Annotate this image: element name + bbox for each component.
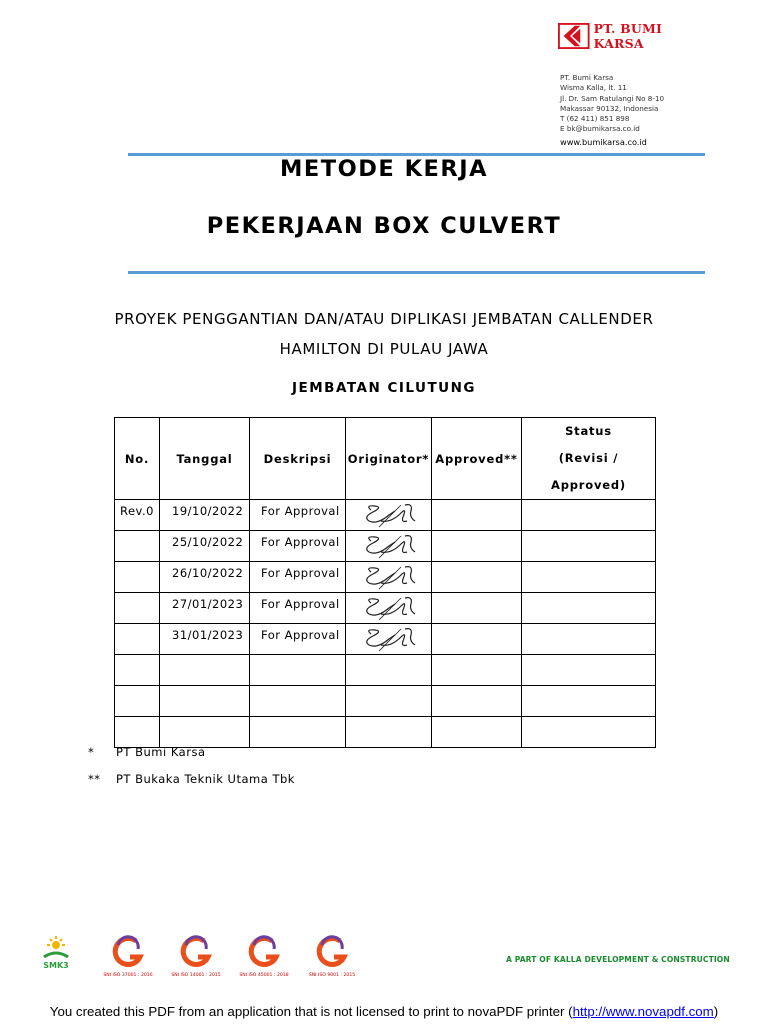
cell-status: [522, 500, 656, 531]
novapdf-link[interactable]: http://www.novapdf.com: [572, 1004, 714, 1019]
header-status-label: Status: [565, 424, 612, 438]
table-row: [115, 500, 656, 531]
cell-no-text: [115, 717, 159, 721]
project-name-line2: HAMILTON DI PULAU JAWA: [279, 340, 489, 358]
cell-tanggal-text: [160, 686, 249, 690]
sni-logo-2: [166, 935, 226, 980]
cell-deskripsi: [250, 655, 346, 686]
cell-deskripsi-text: For Approval: [261, 535, 340, 549]
cell-no: [115, 531, 160, 562]
cell-status: [522, 655, 656, 686]
cell-no: [115, 717, 160, 748]
document-title: METODE KERJA: [279, 156, 489, 182]
cell-approved: [432, 500, 522, 531]
cell-originator: [346, 655, 432, 686]
cell-approved: [432, 593, 522, 624]
footnote-originator: [88, 745, 295, 772]
cell-tanggal: [160, 686, 250, 717]
bridge-name: JEMBATAN CILUTUNG: [291, 380, 477, 396]
cell-deskripsi-text: For Approval: [261, 597, 340, 611]
cell-deskripsi-text: For Approval: [261, 628, 340, 642]
cell-tanggal-text: 19/10/2022: [172, 504, 244, 518]
company-address: [560, 73, 664, 147]
cell-status: [522, 593, 656, 624]
cell-deskripsi: [250, 593, 346, 624]
cell-tanggal: [160, 717, 250, 748]
cell-originator: [346, 531, 432, 562]
cell-deskripsi: [250, 686, 346, 717]
cell-no-text: [115, 686, 159, 690]
cell-tanggal: [160, 624, 250, 655]
cert-caption: SNI ISO 9001 : 2015: [308, 973, 356, 978]
bumi-karsa-logo-icon: [558, 22, 590, 50]
signature-icon: [361, 501, 419, 528]
cell-tanggal-text: 27/01/2023: [172, 597, 244, 611]
cell-no-text: Rev.0: [120, 504, 154, 518]
cell-no: [115, 655, 160, 686]
signature-icon: [361, 625, 419, 652]
footnote-text: PT Bukaka Teknik Utama Tbk: [116, 772, 295, 786]
cell-tanggal-text: [160, 717, 249, 721]
header-deskripsi: Deskripsi: [250, 418, 346, 500]
footnote-mark: **: [88, 772, 101, 786]
cell-approved: [432, 624, 522, 655]
kalla-tagline: A PART OF KALLA DEVELOPMENT & CONSTRUCTION: [506, 955, 730, 964]
cell-originator: [346, 717, 432, 748]
cell-deskripsi: [250, 624, 346, 655]
table-row: [115, 562, 656, 593]
revision-table: [114, 417, 656, 748]
table-header-row: [115, 418, 656, 500]
document-subtitle: PEKERJAAN BOX CULVERT: [206, 213, 562, 239]
sni-swirl-icon: [176, 935, 216, 969]
table-row: [115, 531, 656, 562]
footnotes: [88, 745, 295, 799]
header-no: No.: [115, 418, 160, 500]
cert-caption: SNI ISO 37001 : 2016: [103, 973, 153, 978]
cell-tanggal: [160, 500, 250, 531]
footnote-mark: *: [88, 745, 95, 759]
company-website: www.bumikarsa.co.id: [560, 136, 647, 147]
address-line: Wisma Kalla, lt. 11: [560, 83, 627, 93]
cell-tanggal-text: [160, 655, 249, 659]
cell-tanggal-text: 31/01/2023: [172, 628, 244, 642]
novapdf-footer-note: [0, 1004, 768, 1019]
cell-originator: [346, 500, 432, 531]
certification-logos: [38, 935, 368, 980]
cell-no-text: [115, 655, 159, 659]
cell-status: [522, 624, 656, 655]
cert-caption: SNI ISO 14001 : 2015: [171, 973, 221, 978]
cell-no: [115, 562, 160, 593]
cell-no-text: [115, 562, 159, 566]
cell-approved: [432, 655, 522, 686]
cell-no-text: [115, 593, 159, 597]
header-status: [522, 418, 656, 500]
address-line: Jl. Dr. Sam Ratulangi No 8-10: [560, 93, 665, 103]
cell-approved: [432, 562, 522, 593]
cell-approved: [432, 686, 522, 717]
table-row: [115, 593, 656, 624]
header-status-detail: (Revisi / Approved): [551, 451, 626, 492]
cell-no: [115, 686, 160, 717]
cell-originator: [346, 686, 432, 717]
footnote-approver: [88, 772, 295, 799]
cell-tanggal-text: 26/10/2022: [172, 566, 244, 580]
cell-deskripsi-text: [250, 655, 345, 659]
cell-no: [115, 500, 160, 531]
cell-approved: [432, 531, 522, 562]
header-tanggal: Tanggal: [160, 418, 250, 500]
cell-originator: [346, 562, 432, 593]
signature-icon: [361, 563, 419, 590]
cell-status: [522, 562, 656, 593]
footer-note-suffix: ): [713, 1004, 719, 1019]
cell-deskripsi: [250, 562, 346, 593]
smk3-logo: [38, 935, 74, 980]
cell-tanggal: [160, 655, 250, 686]
address-email: E bk@bumikarsa.co.id: [560, 124, 640, 134]
cell-no-text: [115, 531, 159, 535]
smk3-icon: [38, 935, 74, 971]
signature-icon: [361, 594, 419, 621]
table-row: [115, 624, 656, 655]
cell-tanggal: [160, 562, 250, 593]
sni-swirl-icon: [244, 935, 284, 969]
cell-deskripsi: [250, 717, 346, 748]
sni-logo-3: [234, 935, 294, 980]
cell-status: [522, 717, 656, 748]
signature-icon: [361, 532, 419, 559]
cell-no-text: [115, 624, 159, 628]
footnote-text: PT Bumi Karsa: [116, 745, 206, 759]
company-logo: [558, 22, 708, 50]
cell-approved: [432, 717, 522, 748]
cell-status: [522, 686, 656, 717]
sni-swirl-icon: [108, 935, 148, 969]
cell-no: [115, 593, 160, 624]
cell-tanggal: [160, 531, 250, 562]
sni-swirl-icon: [312, 935, 352, 969]
bottom-divider: [128, 271, 705, 274]
company-name: PT. BUMI KARSA: [593, 21, 663, 51]
address-phone: T (62 411) 851 898: [560, 114, 630, 124]
cell-deskripsi-text: [250, 686, 345, 690]
cell-deskripsi: [250, 531, 346, 562]
cell-tanggal-text: 25/10/2022: [172, 535, 244, 549]
footer-note-prefix: You created this PDF from an application that is not licensed to print to novaPDF printer (: [49, 1004, 573, 1019]
cell-originator: [346, 593, 432, 624]
address-line: Makassar 90132, Indonesia: [560, 103, 659, 113]
table-row: [115, 655, 656, 686]
cell-deskripsi-text: For Approval: [261, 566, 340, 580]
sni-logo-1: [98, 935, 158, 980]
cell-tanggal: [160, 593, 250, 624]
table-row: [115, 686, 656, 717]
cell-deskripsi: [250, 500, 346, 531]
cell-status: [522, 531, 656, 562]
cell-deskripsi-text: [250, 717, 345, 721]
table-row: [115, 717, 656, 748]
header-originator: Originator*: [346, 418, 432, 500]
sni-logo-4: [302, 935, 362, 980]
header-approved: Approved**: [432, 418, 522, 500]
cert-caption: SNI ISO 45001 : 2018: [239, 973, 289, 978]
smk3-caption: SMK3: [43, 961, 69, 970]
project-name-line1: PROYEK PENGGANTIAN DAN/ATAU DIPLIKASI JEMBATAN CALLENDER: [114, 310, 654, 328]
cell-originator: [346, 624, 432, 655]
address-line: PT. Bumi Karsa: [560, 73, 614, 82]
cell-no: [115, 624, 160, 655]
cell-deskripsi-text: For Approval: [261, 504, 340, 518]
